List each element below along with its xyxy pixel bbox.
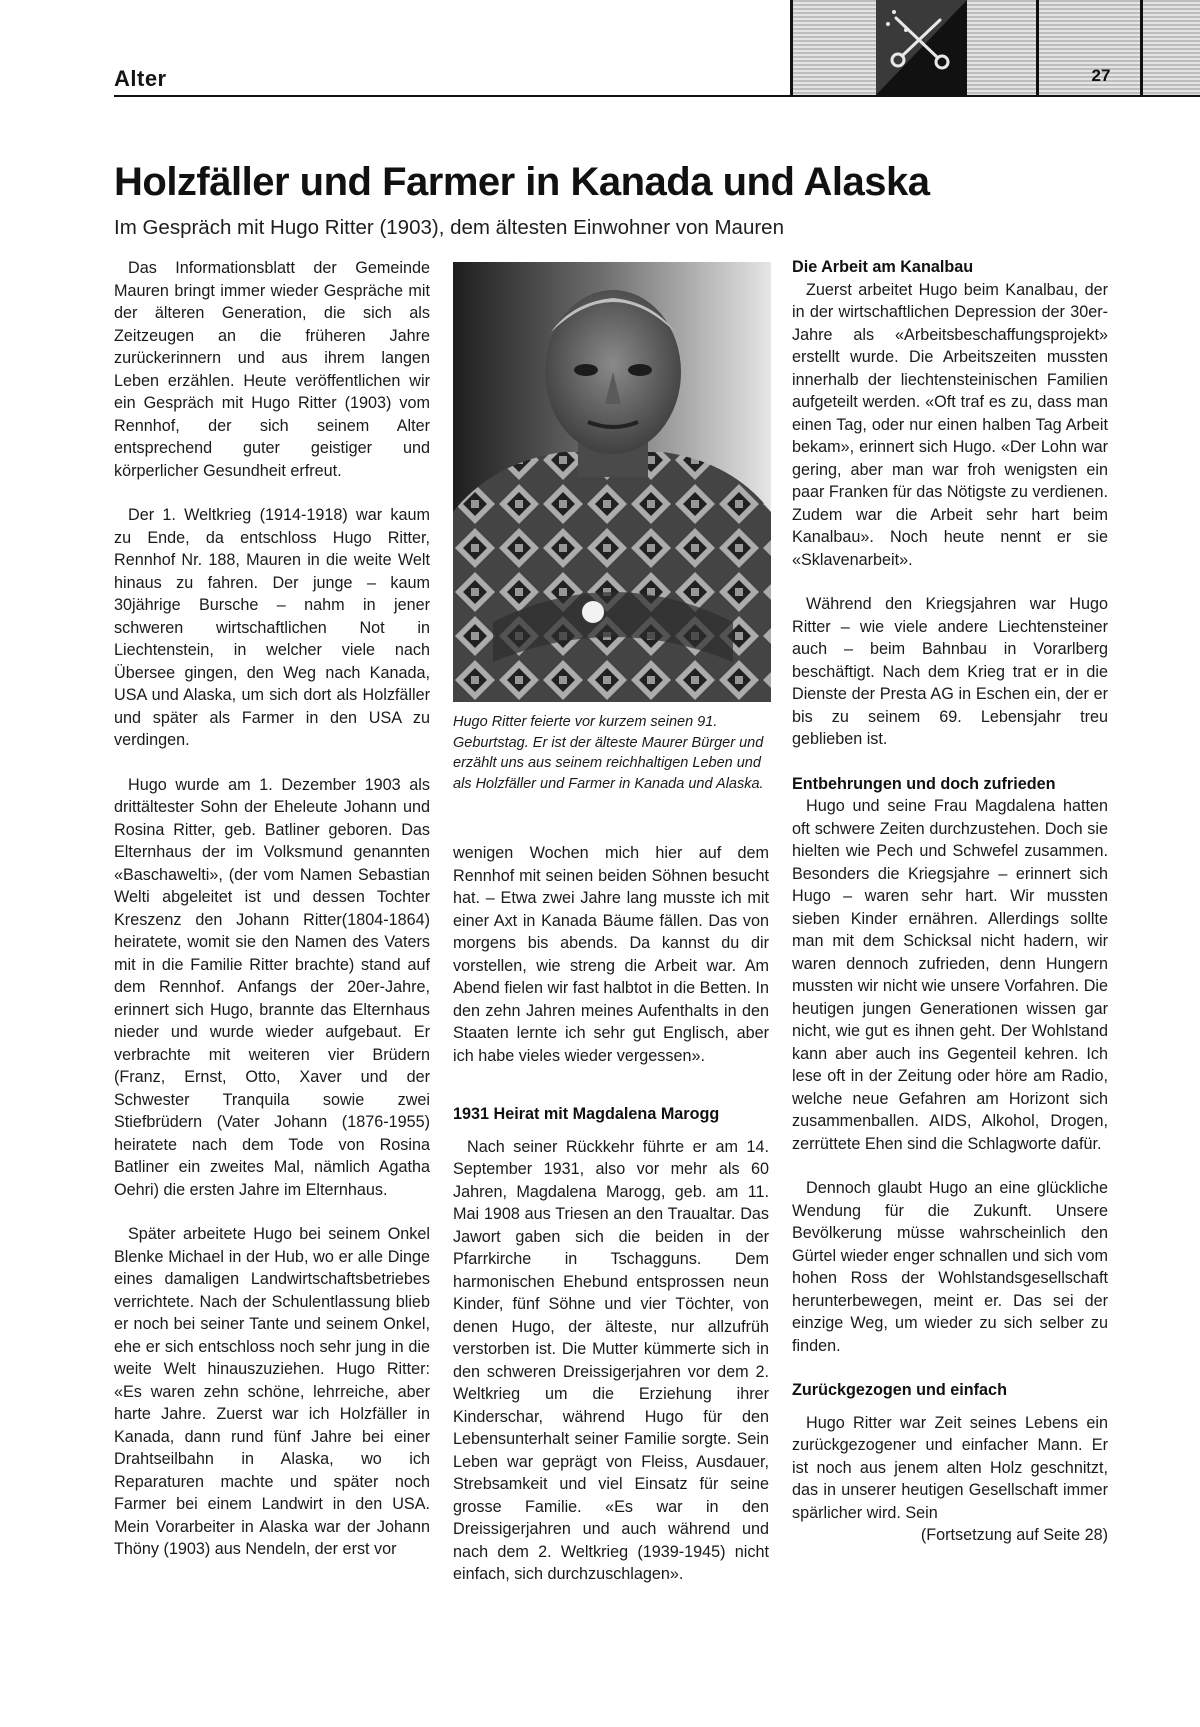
middle-column <box>453 842 769 1586</box>
section-heading: 1931 Heirat mit Magdalena Marogg <box>453 1105 720 1123</box>
header-tab-divider <box>1140 0 1143 95</box>
header-rule <box>114 95 1200 97</box>
municipal-emblem <box>876 0 967 95</box>
article-title: Holzfäller und Farmer in Kanada und Alaska <box>114 160 930 204</box>
photo-caption: Hugo Ritter feierte vor kurzem seinen 91. Geburtstag. Er ist der älteste Maurer Bürger und erzählt uns aus seinem reichhaltigen Leben und als Holzfäller und Farmer in Kanada und Alaska. <box>453 714 764 792</box>
paragraph: Während den Kriegsjahren war Hugo Ritter – wie viele andere Liechtensteiner auch – beim Bahnbau in Vorarlberg beschäftigt. Nach dem Krieg trat er in die Dienste der Presta AG in Eschen ein, der er bis zu seinem 69. Lebensjahr treu geblieben ist. <box>792 595 1108 748</box>
header-tab-divider <box>790 0 793 95</box>
paragraph: Dennoch glaubt Hugo an eine glückliche Wendung für die Zukunft. Unsere Bevölkerung müsse wahrscheinlich den Gürtel wieder enger schnallen und sich vom hohen Ross der Wohlstandsgesellschaft herunterbewegen, meint er. Das sei der einzige Weg, um wieder zu sich selber zu finden. <box>792 1179 1108 1355</box>
crossed-keys-icon <box>876 0 967 95</box>
right-column <box>792 256 1108 1547</box>
header-tab-divider <box>1036 0 1039 95</box>
portrait-photo-image <box>453 262 771 702</box>
section-heading: Die Arbeit am Kanalbau <box>792 258 974 276</box>
page-number: 27 <box>1091 66 1111 85</box>
section-label: Alter <box>114 66 167 91</box>
section-heading: Zurückgezogen und einfach <box>792 1381 1007 1399</box>
paragraph: Zuerst arbeitet Hugo beim Kanalbau, der in der wirtschaftlichen Depression der 30er-Jahre als «Arbeitsbeschaffungsprojekt» erstellt wurde. Die Arbeitszeiten mussten innerhalb der liechtensteinischen Familien aufgeteilt werden. «Oft traf es zu, dass man einen Tag, oder nur einen halben Tag Arbeit bekam», erinnert sich Hugo. «Der Lohn war gering, aber man war froh wenigsten ein paar Franken für das Nötigste zu verdienen. Zudem war die Arbeit sehr hart beim Kanalbau». Noch heute nennt er sie «Sklavenarbeit». <box>792 280 1108 569</box>
section-heading: Entbehrungen und doch zufrieden <box>792 774 1056 793</box>
paragraph: Später arbeitete Hugo bei seinem Onkel Blenke Michael in der Hub, wo er alle Dinge eines damaligen Landwirtschaftsbetriebes verrichtete. Nach der Schulentlassung blieb er noch bei seiner Tante und seinem Onkel, ehe er sich entschloss noch sehr jung in die weite Welt hinauszuziehen. Hugo Ritter: «Es waren zehn schöne, lehrreiche, aber harte Jahre. Zuerst war ich Holzfäller in Kanada, dann rund fünf Jahre bei einer Drahtseilbahn in Alaska, wo ich Reparaturen machte und später noch Farmer bei einem Landwirt in den USA. Mein Vorarbeiter in Alaska war der Johann Thöny (1903) aus Nendeln, der erst vor <box>114 1225 430 1558</box>
paragraph: Der 1. Weltkrieg (1914-1918) war kaum zu Ende, da entschloss Hugo Ritter, Rennhof Nr. 188, Mauren in die weite Welt hinaus zu fahren. Der junge – kaum 30jährige Bursche – nahm in jener schweren wirtschaftlichen Not in Liechtenstein, in welcher viele nach Übersee gingen, den Weg nach Kanada, USA und Alaska, um sich dort als Holzfäller und später als Farmer in den USA zu verdingen. <box>114 506 430 749</box>
paragraph: Hugo wurde am 1. Dezember 1903 als drittältester Sohn der Eheleute Johann und Rosina Ritter, geb. Batliner geboren. Das Elternhaus der im Volksmund genannten «Baschawelti», (der vom Namen Sebastian Welti abgeleitet ist und dessen Tochter Kreszenz den Johann Ritter(1804-1864) heiratete, womit sie den Namen des Vaters mit in die Familie Ritter brachte) stand auf dem Rennhof. Anfangs der 20er-Jahre, erinnert sich Hugo, brannte das Elternhaus nieder und wurde wieder aufgebaut. Er verbrachte mit weiteren vier Brüdern (Franz, Ernst, Otto, Xaver und der Schwester Tranquila sowie zwei Stiefbrüdern (Vater Johann (1876-1955) heiratete nach dem Tode von Rosina Batliner ein zweites Mal, nämlich Agatha Oehri) die ersten Jahre im Elternhaus. <box>114 775 430 1199</box>
paragraph: wenigen Wochen mich hier auf dem Rennhof mit seinen beiden Söhnen besucht hat. – Etwa zwei Jahre lang musste ich mit einer Axt in Kanada Bäume fällen. Das von morgens bis abends. Da kannst du dir vorstellen, wie streng die Arbeit war. Am Abend fielen wir fast halbtot in die Betten. In den zehn Jahren meines Aufenthalts in den Staaten lernte ich sehr gut Englisch, aber ich habe vieles wieder vergessen». <box>453 844 769 1065</box>
paragraph: Hugo Ritter war Zeit seines Lebens ein zurückgezogener und einfacher Mann. Er ist noch aus jenem alten Holz geschnitzt, das in unserer heutigen Gesellschaft immer spärlicher wird. Sein <box>792 1413 1108 1522</box>
paragraph: Hugo und seine Frau Magdalena hatten oft schwere Zeiten durchzustehen. Doch sie hielten wie Pech und Schwefel zusammen. Besonders die Kriegsjahre – erinnert sich Hugo – waren sehr hart. Wir mussten sieben Kinder ernähren. Allerdings sollte man mit dem Schicksal nicht hadern, wir waren dennoch zufrieden, denn Hungern mussten wir nicht wie unsere Vorfahren. Die heutigen jungen Generationen wissen gar nicht, wie gut es ihnen geht. Der Wohlstand kann aber auch ins Gegenteil kehren. Ich lese oft in der Zeitung oder höre am Radio, welche neue Gefahren am Horizont sich zusammenballen. AIDS, Alkohol, Drogen, zerrüttete Ehen sind die Schlagworte dafür. <box>792 797 1108 1153</box>
portrait-photo <box>453 262 771 702</box>
continuation-note: (Fortsetzung auf Seite 28) <box>920 1526 1108 1544</box>
paragraph: Nach seiner Rückkehr führte er am 14. September 1931, also vor mehr als 60 Jahren, Magdalena Marogg, geb. am 11. Mai 1908 aus Triesen an den Traualtar. Das Jawort gaben sich die beiden in der Pfarrkirche in Tschagguns. Dem harmonischen Ehebund entsprossen neun Kinder, fünf Söhne und vier Töchter, von denen Hugo, der älteste, nur allzufrüh verstorben ist. Die Mutter kümmerte sich in den schweren Dreissigerjahren vor dem 2. Weltkrieg um die Erziehung ihrer Kinderschar, während Hugo für den Lebensunterhalt seiner Familie sorgte. Sein Leben war geprägt von Fleiss, Ausdauer, Strebsamkeit und viel Einsatz für seine grosse Familie. «Es war in den Dreissigerjahren und auch während und nach dem 2. Weltkrieg (1939-1945) nicht einfach, sich durchzuschlagen». <box>453 1137 769 1583</box>
paragraph: Das Informationsblatt der Gemeinde Mauren bringt immer wieder Gespräche mit der älteren Generation, die sich als Zeitzeugen an die früheren Jahre zurückerinnern und aus ihrem langen Leben erzählen. Heute veröffentlichen wir ein Gespräch mit Hugo Ritter (1903) vom Rennhof, der sich seinem Alter entsprechend guter geistiger und körperlicher Gesundheit erfreut. <box>114 259 430 480</box>
left-column <box>114 257 430 1561</box>
article-subtitle: Im Gespräch mit Hugo Ritter (1903), dem ältesten Einwohner von Mauren <box>114 216 784 239</box>
header-tab-shading <box>790 0 876 95</box>
